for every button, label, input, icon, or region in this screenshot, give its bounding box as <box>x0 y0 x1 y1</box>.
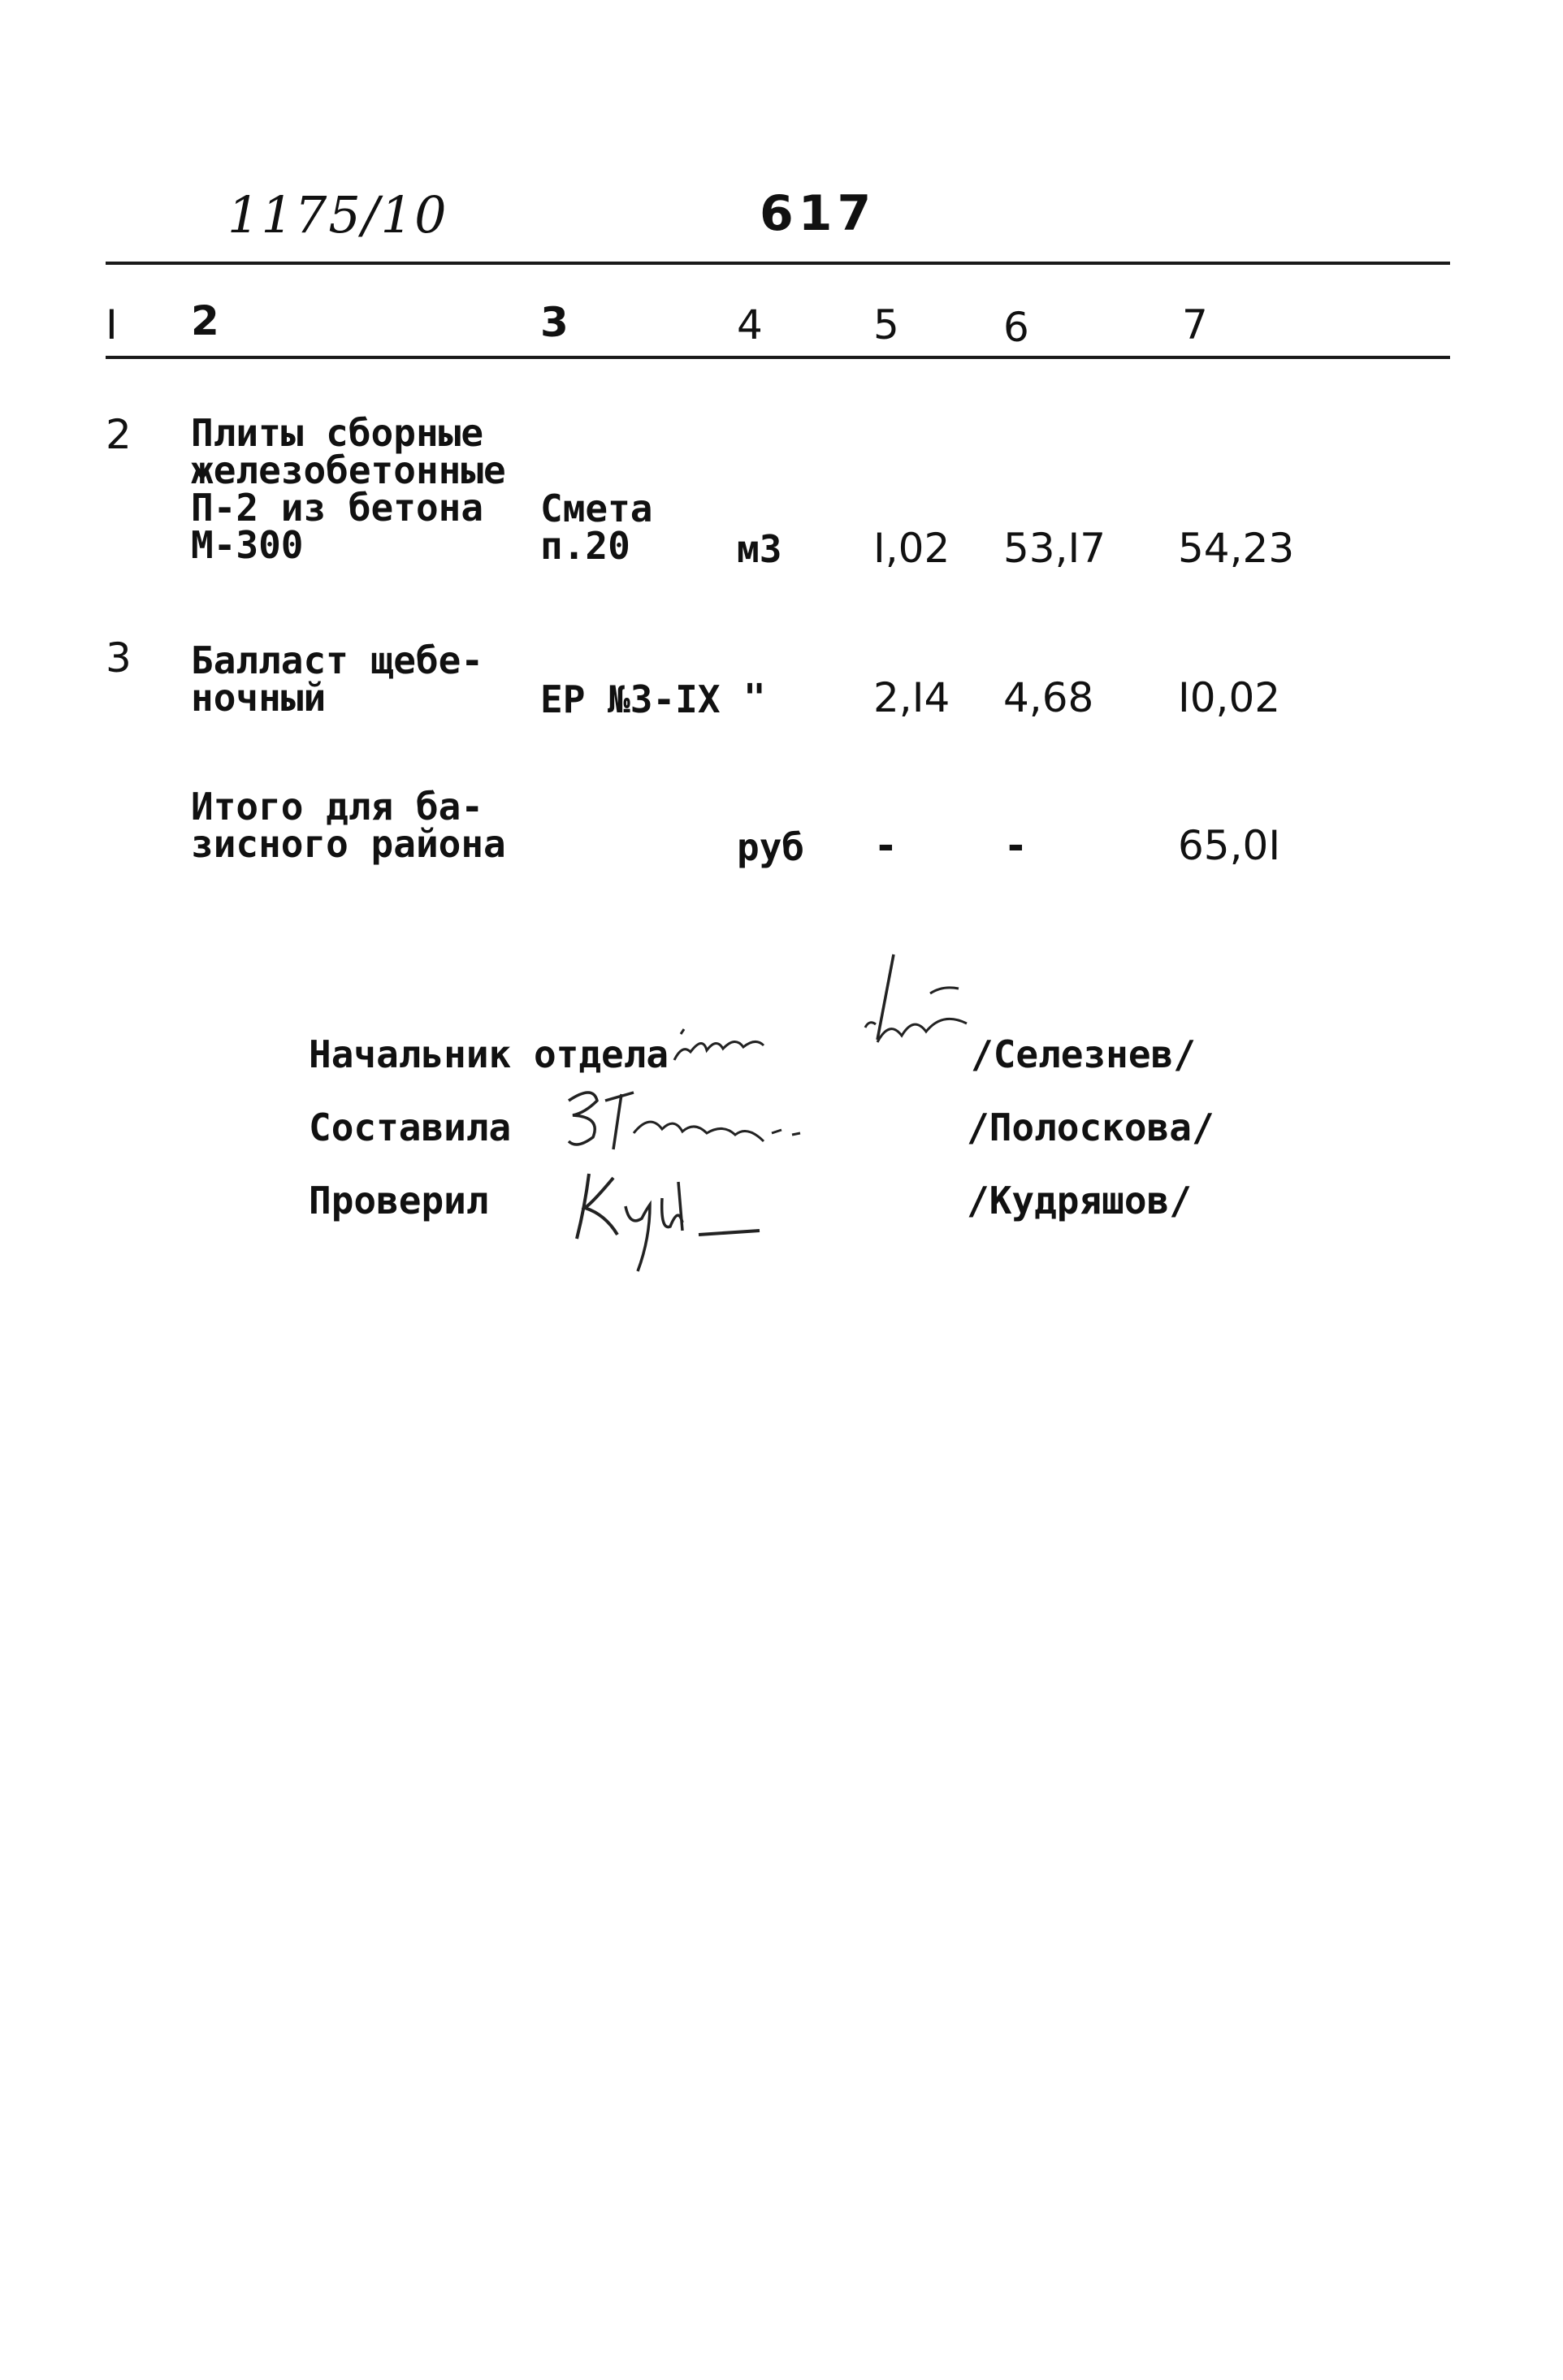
total-label-line: зисного района <box>191 822 506 866</box>
signature-name-head: /Селезнев/ <box>971 1032 1196 1076</box>
total-label <box>191 785 506 866</box>
signature-name-checked: /Кудряшов/ <box>967 1179 1192 1222</box>
handwritten-signature-head <box>658 946 1040 1076</box>
signature-role-checked: Проверил <box>309 1179 489 1222</box>
signature-role-compiled: Составила <box>309 1106 512 1149</box>
item-basis-line: ЕР №3-IX <box>540 677 721 721</box>
item-name-line: П-2 из бетона <box>191 486 484 530</box>
item-name-line: ночный <box>191 676 327 720</box>
row-number: 3 <box>106 634 132 682</box>
item-unit: м3 <box>737 527 782 571</box>
total-label-line: Итого для ба- <box>191 785 484 829</box>
item-total: 54,23 <box>1178 525 1295 572</box>
item-basis-line: п.20 <box>540 524 630 568</box>
col-header-6: 6 <box>1003 304 1029 351</box>
item-name-line: Плиты сборные <box>191 411 484 455</box>
item-name <box>191 411 506 567</box>
row-number: 2 <box>106 411 132 458</box>
top-rule <box>106 262 1450 265</box>
item-total: I0,02 <box>1178 674 1281 721</box>
handwritten-signature-checked <box>565 1158 825 1279</box>
header-rule <box>106 356 1450 359</box>
document-number: 1175/10 <box>227 185 448 244</box>
total-qty: - <box>877 822 894 869</box>
col-header-5: 5 <box>873 301 899 348</box>
signature-role-head: Начальник отдела <box>309 1032 669 1076</box>
item-name-line: М-300 <box>191 523 304 567</box>
signature-name-compiled: /Полоскова/ <box>967 1106 1214 1149</box>
total-price: - <box>1007 822 1024 869</box>
item-basis <box>540 677 721 721</box>
item-unit: " <box>743 676 766 720</box>
total-sum: 65,0I <box>1178 822 1281 869</box>
item-qty: 2,I4 <box>873 674 950 721</box>
item-qty: I,02 <box>873 525 950 572</box>
item-price: 4,68 <box>1003 674 1094 721</box>
col-header-7: 7 <box>1182 301 1208 348</box>
col-header-3: 3 <box>540 299 569 346</box>
col-header-1: I <box>106 301 118 348</box>
item-basis <box>540 487 653 568</box>
item-price: 53,I7 <box>1003 525 1106 572</box>
item-basis-line: Смета <box>540 487 653 530</box>
col-header-2: 2 <box>191 297 219 344</box>
page-number: 617 <box>760 185 877 242</box>
item-name <box>191 638 484 720</box>
total-unit: руб <box>737 825 805 869</box>
item-name-line: железобетонные <box>191 448 506 492</box>
item-name-line: Балласт щебе- <box>191 638 484 682</box>
col-header-4: 4 <box>737 301 763 348</box>
